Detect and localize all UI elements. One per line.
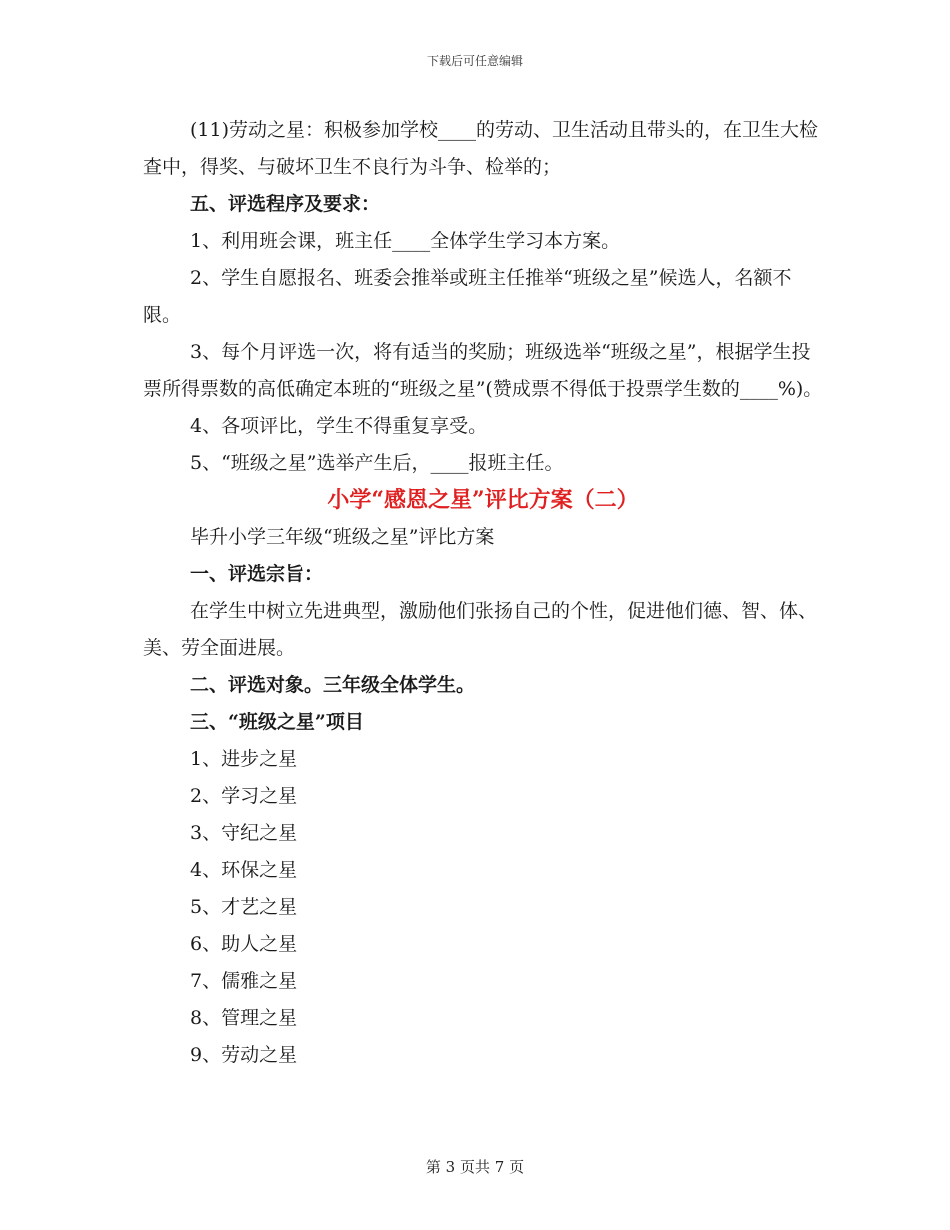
document-title: 小学“感恩之星”评比方案（二） xyxy=(327,487,639,513)
list-item: 2、学习之星 xyxy=(190,785,298,807)
list-item: 8、管理之星 xyxy=(190,1007,298,1029)
page-footer: 第 3 页共 7 页 xyxy=(425,1158,525,1176)
list-item: 7、儒雅之星 xyxy=(190,970,298,992)
paragraph: 5、“班级之星”选举产生后，____报班主任。 xyxy=(190,452,564,474)
list-item: 6、助人之星 xyxy=(190,933,298,955)
paragraph: 4、各项评比，学生不得重复享受。 xyxy=(190,415,488,437)
section-heading: 二、评选对象。三年级全体学生。 xyxy=(190,674,476,696)
list-item: 3、守纪之星 xyxy=(190,822,298,844)
list-item: 4、环保之星 xyxy=(190,859,298,881)
section-heading: 五、评选程序及要求： xyxy=(190,193,381,215)
page-header: 下载后可任意编辑 xyxy=(426,54,523,68)
paragraph: (11)劳动之星：积极参加学校____的劳动、卫生活动且带头的，在卫生大检查中，得奖、与破坏卫生不良行为斗争、检举的； xyxy=(143,119,819,178)
paragraph: 在学生中树立先进典型，激励他们张扬自己的个性，促进他们德、智、体、美、劳全面进展。 xyxy=(143,600,818,659)
list-item: 1、进步之星 xyxy=(190,748,298,770)
paragraph: 2、学生自愿报名、班委会推举或班主任推举“班级之星”候选人，名额不限。 xyxy=(143,267,792,326)
paragraph: 毕升小学三年级“班级之星”评比方案 xyxy=(190,526,495,548)
list-item: 9、劳动之星 xyxy=(190,1044,298,1066)
paragraph: 1、利用班会课，班主任____全体学生学习本方案。 xyxy=(190,230,621,252)
document-body xyxy=(143,112,823,1074)
paragraph: 3、每个月评选一次，将有适当的奖励；班级选举“班级之星”，根据学生投票所得票数的高低确定本班的“班级之星”(赞成票不得低于投票学生数的____%)。 xyxy=(143,341,823,400)
section-heading: 一、评选宗旨： xyxy=(190,563,324,585)
section-heading: 三、“班级之星”项目 xyxy=(190,711,364,733)
list-item: 5、才艺之星 xyxy=(190,896,298,918)
